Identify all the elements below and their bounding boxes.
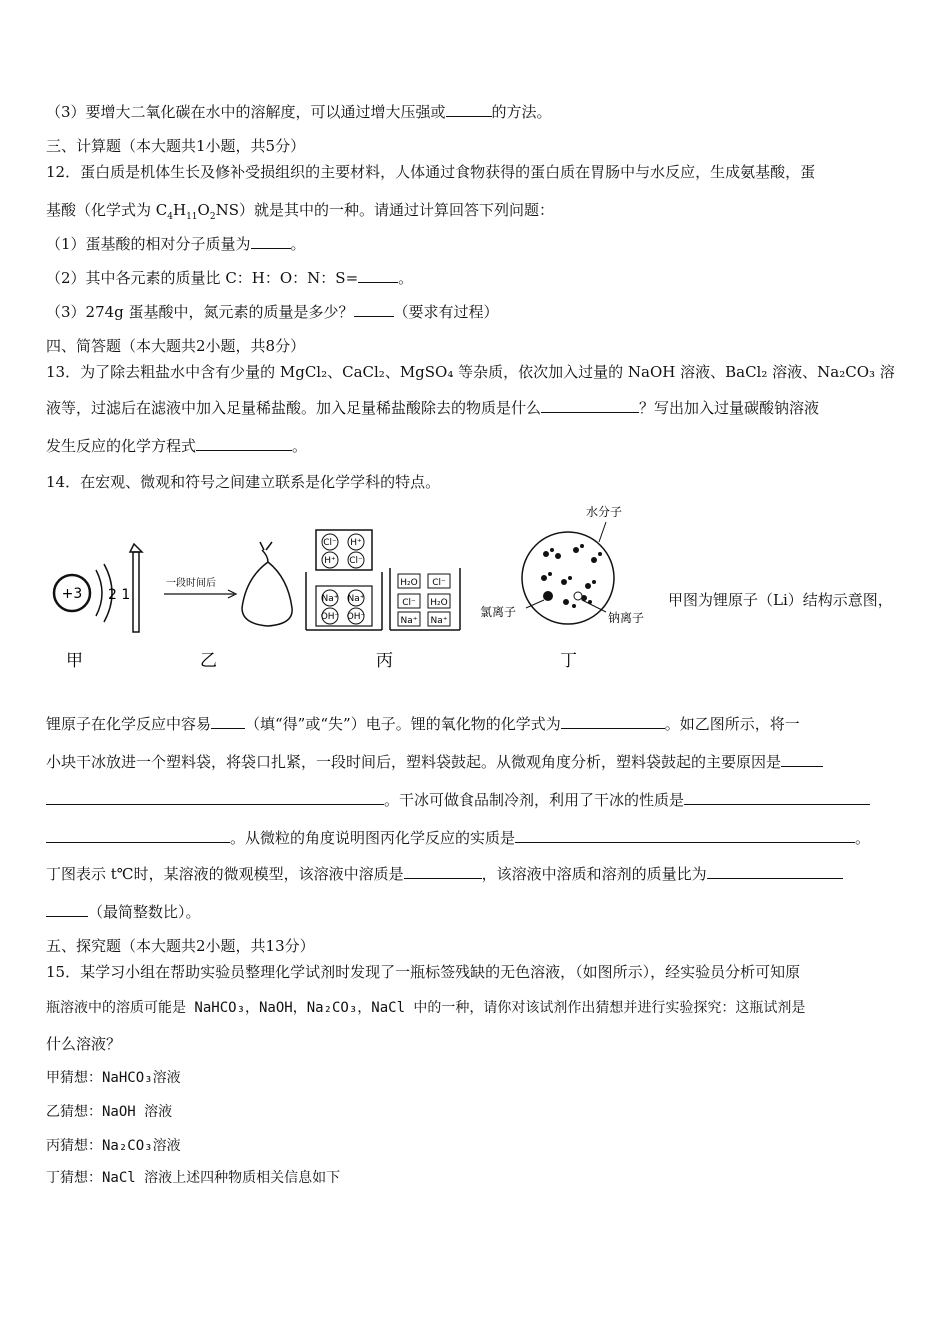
q14-line3: 。干冰可做食品制冷剂，利用了干冰的性质是 (46, 790, 870, 810)
fig-label-ding: 丁 (560, 651, 577, 671)
fig-label-yi: 乙 (200, 651, 217, 671)
dry-ice-diagram (130, 542, 292, 632)
ion-label: Na⁺ (430, 616, 448, 626)
q14-side-text: 甲图为锂原子（Li）结构示意图， (668, 591, 893, 609)
q12-line2: 基酸（化学式为 $C_4H_{11}O_2NS$）就是其中的一种。请通过计算回答下列问题： (46, 201, 554, 222)
q12-line1: 12．蛋白质是机体生长及修补受损组织的主要材料，人体通过食物获得的蛋白质在胃肠中与水反应，生成氨基酸，蛋 (46, 163, 816, 181)
atom-nucleus-label: +3 (61, 586, 83, 602)
answer-blank[interactable] (707, 864, 843, 879)
section-4-title: 四、简答题（本大题共2小题，共8分） (46, 337, 306, 355)
section-3-title: 三、计算题（本大题共1小题，共5分） (46, 137, 306, 155)
fig-label-jia: 甲 (66, 651, 83, 671)
q15-line3: 什么溶液？ (46, 1035, 122, 1053)
q14-line6: （最简整数比）。 (46, 902, 201, 922)
water-molecule-label: 水分子 (586, 505, 623, 519)
answer-blank[interactable] (354, 302, 394, 317)
ion-label: Cl⁻ (432, 578, 446, 588)
guess-ding: 丁猜想：NaCl 溶液上述四种物质相关信息如下 (46, 1170, 341, 1186)
q14-figure-svg (46, 498, 666, 678)
ion-label: Na⁺ (321, 594, 339, 604)
ion-label: H₂O (400, 578, 418, 588)
neutralization-diagram (306, 530, 460, 630)
answer-blank[interactable] (358, 268, 398, 283)
sodium-ion-label: 钠离子 (608, 611, 645, 625)
solution-model-diagram (480, 504, 644, 625)
answer-blank[interactable] (446, 102, 492, 117)
fig-label-bing: 丙 (376, 651, 393, 671)
ion-label: OH⁻ (346, 612, 366, 622)
ion-label: OH⁻ (320, 612, 340, 622)
ion-label: Na⁺ (400, 616, 418, 626)
answer-blank[interactable] (46, 902, 88, 917)
ion-label: Cl⁻ (323, 538, 337, 548)
ion-label: H₂O (430, 598, 448, 608)
q15-line1: 15．某学习小组在帮助实验员整理化学试剂时发现了一瓶标签残缺的无色溶液，（如图所示），经实验员分析可知原 (46, 963, 801, 981)
answer-blank[interactable] (211, 714, 245, 729)
answer-blank[interactable] (46, 828, 230, 843)
q14-line1: 锂原子在化学反应中容易 （填“得”或“失”）电子。锂的氧化物的化学式为 。如乙图所示，将一 (46, 715, 800, 733)
answer-blank[interactable] (561, 714, 665, 729)
arrow-label: 一段时间后 (166, 578, 216, 589)
answer-blank[interactable] (46, 790, 384, 805)
q13-line1: 13．为了除去粗盐水中含有少量的 MgCl₂、CaCl₂、MgSO₄ 等杂质，依次加入过量的 NaOH 溶液、BaCl₂ 溶液、Na₂CO₃ 溶 (46, 363, 895, 381)
q14-line4: 。从微粒的角度说明图丙化学反应的实质是 。 (46, 828, 870, 848)
q14-intro: 14．在宏观、微观和符号之间建立联系是化学学科的特点。 (46, 473, 441, 491)
answer-blank[interactable] (515, 828, 855, 843)
q11-part3: （3）要增大二氧化碳在水中的溶解度，可以通过增大压强或 的方法。 (46, 103, 552, 121)
guess-yi: 乙猜想：NaOH 溶液 (46, 1104, 173, 1120)
ion-label: Cl⁻ (349, 556, 363, 566)
chloride-ion-label: 氯离子 (480, 605, 517, 619)
guess-bing: 丙猜想：Na₂CO₃溶液 (46, 1138, 181, 1154)
answer-blank[interactable] (684, 790, 870, 805)
q14-line2: 小块干冰放进一个塑料袋，将袋口扎紧，一段时间后，塑料袋鼓起。从微观角度分析，塑料袋鼓起的主要原因是 (46, 752, 823, 772)
q14-line5: 丁图表示 t℃时，某溶液的微观模型，该溶液中溶质是 ，该溶液中溶质和溶剂的质量比为 (46, 864, 843, 884)
q14-figure (46, 498, 666, 678)
ion-label: H⁺ (350, 538, 362, 548)
lithium-atom-diagram (54, 564, 130, 622)
ion-label: Na⁺ (347, 594, 365, 604)
shell-electrons: 2 1 (108, 587, 131, 603)
q12-part2: （2）其中各元素的质量比 C：H：O：N：S= 。 (46, 269, 414, 287)
q15-line2: 瓶溶液中的溶质可能是 NaHCO₃，NaOH，Na₂CO₃，NaCl 中的一种，请你对该试剂作出猜想并进行实验探究：这瓶试剂是 (46, 1000, 806, 1016)
section-5-title: 五、探究题（本大题共2小题，共13分） (46, 937, 315, 955)
ion-label: Cl⁻ (402, 598, 416, 608)
q13-line3: 发生反应的化学方程式 。 (46, 437, 308, 455)
q12-part1: （1）蛋基酸的相对分子质量为 。 (46, 235, 306, 253)
answer-blank[interactable] (541, 398, 639, 413)
answer-blank[interactable] (251, 234, 291, 249)
q12-part3: （3）274g 蛋基酸中，氮元素的质量是多少？ （要求有过程） (46, 303, 499, 321)
q13-line2: 液等，过滤后在滤液中加入足量稀盐酸。加入足量稀盐酸除去的物质是什么 ？写出加入过量碳酸钠溶液 (46, 399, 820, 417)
answer-blank[interactable] (404, 864, 482, 879)
ion-label: H⁺ (324, 556, 336, 566)
answer-blank[interactable] (196, 436, 292, 451)
answer-blank[interactable] (781, 752, 823, 767)
guess-jia: 甲猜想：NaHCO₃溶液 (46, 1070, 181, 1086)
